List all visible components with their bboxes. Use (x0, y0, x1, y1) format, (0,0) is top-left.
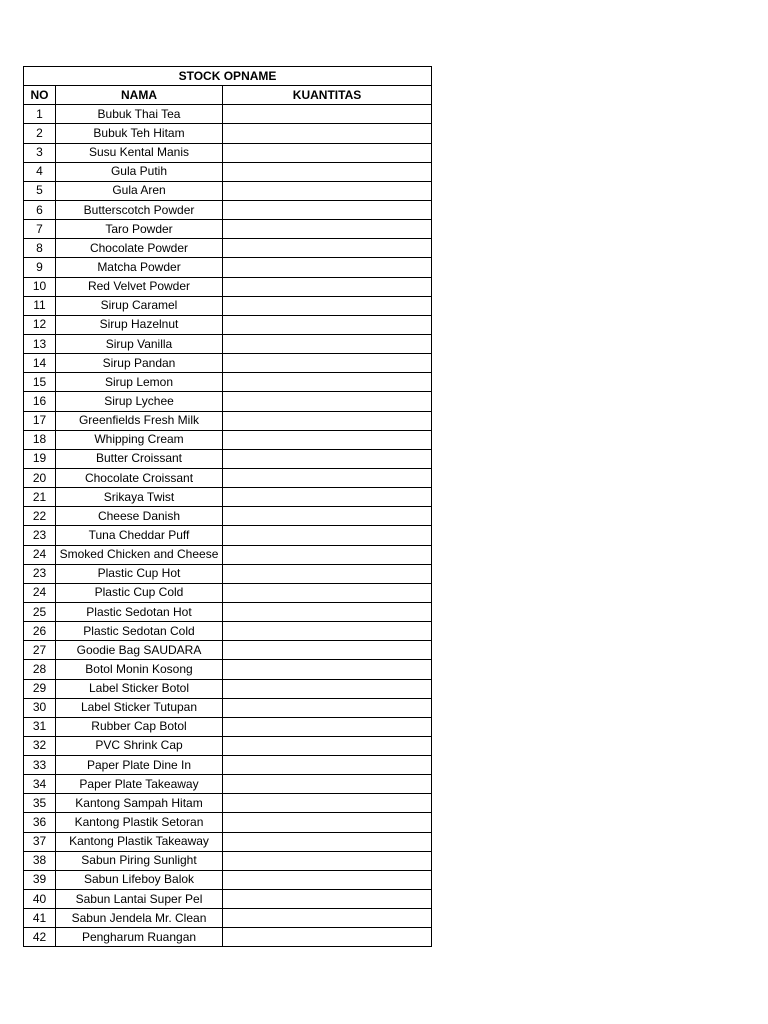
row-nama-cell: Sabun Jendela Mr. Clean (56, 909, 223, 928)
row-kuantitas-cell[interactable] (223, 143, 432, 162)
row-nama-cell: Kantong Sampah Hitam (56, 794, 223, 813)
row-no-cell: 42 (24, 928, 56, 947)
row-kuantitas-cell[interactable] (223, 162, 432, 181)
row-nama-cell: Rubber Cap Botol (56, 717, 223, 736)
table-row (24, 870, 432, 889)
row-kuantitas-cell[interactable] (223, 430, 432, 449)
row-nama-cell: Plastic Sedotan Cold (56, 622, 223, 641)
table-row (24, 296, 432, 315)
table-row (24, 105, 432, 124)
row-nama-cell: Chocolate Powder (56, 239, 223, 258)
row-no-cell: 4 (24, 162, 56, 181)
row-no-cell: 31 (24, 717, 56, 736)
row-kuantitas-cell[interactable] (223, 698, 432, 717)
row-no-cell: 9 (24, 258, 56, 277)
row-nama-cell: Kantong Plastik Setoran (56, 813, 223, 832)
row-nama-cell: Bubuk Thai Tea (56, 105, 223, 124)
stock-opname-sheet (23, 66, 432, 947)
row-nama-cell: Sabun Lifeboy Balok (56, 870, 223, 889)
table-row (24, 373, 432, 392)
row-no-cell: 10 (24, 277, 56, 296)
row-nama-cell: Srikaya Twist (56, 488, 223, 507)
row-no-cell: 21 (24, 488, 56, 507)
row-no-cell: 23 (24, 526, 56, 545)
row-nama-cell: Paper Plate Dine In (56, 756, 223, 775)
table-row (24, 736, 432, 755)
table-row (24, 813, 432, 832)
row-no-cell: 40 (24, 890, 56, 909)
row-nama-cell: Matcha Powder (56, 258, 223, 277)
row-nama-cell: Sabun Piring Sunlight (56, 851, 223, 870)
header-row (24, 86, 432, 105)
table-row (24, 641, 432, 660)
table-row (24, 449, 432, 468)
row-nama-cell: Cheese Danish (56, 507, 223, 526)
row-no-cell: 30 (24, 698, 56, 717)
row-kuantitas-cell[interactable] (223, 890, 432, 909)
row-kuantitas-cell[interactable] (223, 258, 432, 277)
row-kuantitas-cell[interactable] (223, 660, 432, 679)
row-kuantitas-cell[interactable] (223, 411, 432, 430)
table-row (24, 775, 432, 794)
row-no-cell: 26 (24, 622, 56, 641)
row-no-cell: 11 (24, 296, 56, 315)
row-no-cell: 18 (24, 430, 56, 449)
row-nama-cell: Butter Croissant (56, 449, 223, 468)
row-nama-cell: Goodie Bag SAUDARA (56, 641, 223, 660)
row-no-cell: 15 (24, 373, 56, 392)
row-kuantitas-cell[interactable] (223, 315, 432, 334)
row-no-cell: 24 (24, 583, 56, 602)
row-no-cell: 5 (24, 181, 56, 200)
table-row (24, 564, 432, 583)
row-kuantitas-cell[interactable] (223, 909, 432, 928)
row-no-cell: 37 (24, 832, 56, 851)
row-no-cell: 41 (24, 909, 56, 928)
row-no-cell: 8 (24, 239, 56, 258)
row-nama-cell: PVC Shrink Cap (56, 736, 223, 755)
row-no-cell: 33 (24, 756, 56, 775)
table-row (24, 277, 432, 296)
row-no-cell: 35 (24, 794, 56, 813)
row-nama-cell: Label Sticker Tutupan (56, 698, 223, 717)
table-row (24, 124, 432, 143)
row-no-cell: 3 (24, 143, 56, 162)
row-nama-cell: Label Sticker Botol (56, 679, 223, 698)
row-kuantitas-cell[interactable] (223, 239, 432, 258)
sheet-title: STOCK OPNAME (24, 67, 432, 86)
header-no: NO (24, 86, 56, 105)
table-row (24, 468, 432, 487)
row-no-cell: 14 (24, 354, 56, 373)
row-nama-cell: Sirup Lemon (56, 373, 223, 392)
row-no-cell: 34 (24, 775, 56, 794)
row-kuantitas-cell[interactable] (223, 124, 432, 143)
table-row (24, 354, 432, 373)
table-row (24, 334, 432, 353)
row-no-cell: 2 (24, 124, 56, 143)
row-no-cell: 13 (24, 334, 56, 353)
row-kuantitas-cell[interactable] (223, 373, 432, 392)
table-row (24, 851, 432, 870)
table-row (24, 756, 432, 775)
table-row (24, 411, 432, 430)
row-no-cell: 25 (24, 602, 56, 621)
row-nama-cell: Red Velvet Powder (56, 277, 223, 296)
row-nama-cell: Sirup Lychee (56, 392, 223, 411)
row-no-cell: 20 (24, 468, 56, 487)
row-nama-cell: Greenfields Fresh Milk (56, 411, 223, 430)
row-no-cell: 22 (24, 507, 56, 526)
table-row (24, 794, 432, 813)
row-kuantitas-cell[interactable] (223, 736, 432, 755)
row-kuantitas-cell[interactable] (223, 200, 432, 219)
row-nama-cell: Paper Plate Takeaway (56, 775, 223, 794)
row-nama-cell: Bubuk Teh Hitam (56, 124, 223, 143)
row-kuantitas-cell[interactable] (223, 507, 432, 526)
row-no-cell: 17 (24, 411, 56, 430)
stock-opname-table (23, 66, 432, 947)
table-row (24, 717, 432, 736)
table-row (24, 430, 432, 449)
table-row (24, 660, 432, 679)
row-kuantitas-cell[interactable] (223, 583, 432, 602)
table-row (24, 507, 432, 526)
row-kuantitas-cell[interactable] (223, 488, 432, 507)
row-nama-cell: Sirup Caramel (56, 296, 223, 315)
row-no-cell: 6 (24, 200, 56, 219)
row-nama-cell: Kantong Plastik Takeaway (56, 832, 223, 851)
title-row (24, 67, 432, 86)
row-no-cell: 16 (24, 392, 56, 411)
row-nama-cell: Botol Monin Kosong (56, 660, 223, 679)
row-kuantitas-cell[interactable] (223, 545, 432, 564)
row-nama-cell: Plastic Cup Hot (56, 564, 223, 583)
row-kuantitas-cell[interactable] (223, 296, 432, 315)
row-kuantitas-cell[interactable] (223, 794, 432, 813)
table-row (24, 392, 432, 411)
row-no-cell: 24 (24, 545, 56, 564)
row-nama-cell: Tuna Cheddar Puff (56, 526, 223, 545)
table-row (24, 602, 432, 621)
table-row (24, 239, 432, 258)
row-no-cell: 39 (24, 870, 56, 889)
row-kuantitas-cell[interactable] (223, 392, 432, 411)
table-row (24, 928, 432, 947)
table-row (24, 162, 432, 181)
row-kuantitas-cell[interactable] (223, 564, 432, 583)
table-row (24, 545, 432, 564)
table-row (24, 200, 432, 219)
row-no-cell: 28 (24, 660, 56, 679)
row-no-cell: 27 (24, 641, 56, 660)
row-nama-cell: Smoked Chicken and Cheese (56, 545, 223, 564)
header-kuantitas: KUANTITAS (223, 86, 432, 105)
row-kuantitas-cell[interactable] (223, 468, 432, 487)
row-no-cell: 36 (24, 813, 56, 832)
row-nama-cell: Sirup Vanilla (56, 334, 223, 353)
row-no-cell: 19 (24, 449, 56, 468)
row-kuantitas-cell[interactable] (223, 277, 432, 296)
row-nama-cell: Sabun Lantai Super Pel (56, 890, 223, 909)
table-row (24, 488, 432, 507)
row-kuantitas-cell[interactable] (223, 526, 432, 545)
row-kuantitas-cell[interactable] (223, 105, 432, 124)
table-row (24, 220, 432, 239)
table-row (24, 890, 432, 909)
row-no-cell: 23 (24, 564, 56, 583)
row-kuantitas-cell[interactable] (223, 220, 432, 239)
row-no-cell: 1 (24, 105, 56, 124)
row-kuantitas-cell[interactable] (223, 622, 432, 641)
row-nama-cell: Sirup Hazelnut (56, 315, 223, 334)
table-row (24, 143, 432, 162)
row-no-cell: 32 (24, 736, 56, 755)
table-row (24, 679, 432, 698)
row-nama-cell: Gula Aren (56, 181, 223, 200)
row-nama-cell: Susu Kental Manis (56, 143, 223, 162)
table-row (24, 583, 432, 602)
row-kuantitas-cell[interactable] (223, 928, 432, 947)
row-kuantitas-cell[interactable] (223, 602, 432, 621)
row-kuantitas-cell[interactable] (223, 775, 432, 794)
row-kuantitas-cell[interactable] (223, 334, 432, 353)
row-kuantitas-cell[interactable] (223, 679, 432, 698)
row-nama-cell: Pengharum Ruangan (56, 928, 223, 947)
row-nama-cell: Plastic Cup Cold (56, 583, 223, 602)
row-nama-cell: Chocolate Croissant (56, 468, 223, 487)
row-kuantitas-cell[interactable] (223, 870, 432, 889)
row-nama-cell: Plastic Sedotan Hot (56, 602, 223, 621)
row-kuantitas-cell[interactable] (223, 832, 432, 851)
row-nama-cell: Butterscotch Powder (56, 200, 223, 219)
row-nama-cell: Gula Putih (56, 162, 223, 181)
row-nama-cell: Sirup Pandan (56, 354, 223, 373)
row-kuantitas-cell[interactable] (223, 756, 432, 775)
table-row (24, 526, 432, 545)
row-kuantitas-cell[interactable] (223, 641, 432, 660)
row-no-cell: 12 (24, 315, 56, 334)
table-row (24, 832, 432, 851)
row-no-cell: 38 (24, 851, 56, 870)
header-nama: NAMA (56, 86, 223, 105)
row-kuantitas-cell[interactable] (223, 449, 432, 468)
row-no-cell: 7 (24, 220, 56, 239)
table-row (24, 258, 432, 277)
row-kuantitas-cell[interactable] (223, 813, 432, 832)
row-kuantitas-cell[interactable] (223, 851, 432, 870)
table-row (24, 181, 432, 200)
row-no-cell: 29 (24, 679, 56, 698)
row-kuantitas-cell[interactable] (223, 717, 432, 736)
table-row (24, 909, 432, 928)
row-nama-cell: Whipping Cream (56, 430, 223, 449)
row-kuantitas-cell[interactable] (223, 354, 432, 373)
row-nama-cell: Taro Powder (56, 220, 223, 239)
row-kuantitas-cell[interactable] (223, 181, 432, 200)
table-row (24, 622, 432, 641)
table-row (24, 698, 432, 717)
table-row (24, 315, 432, 334)
